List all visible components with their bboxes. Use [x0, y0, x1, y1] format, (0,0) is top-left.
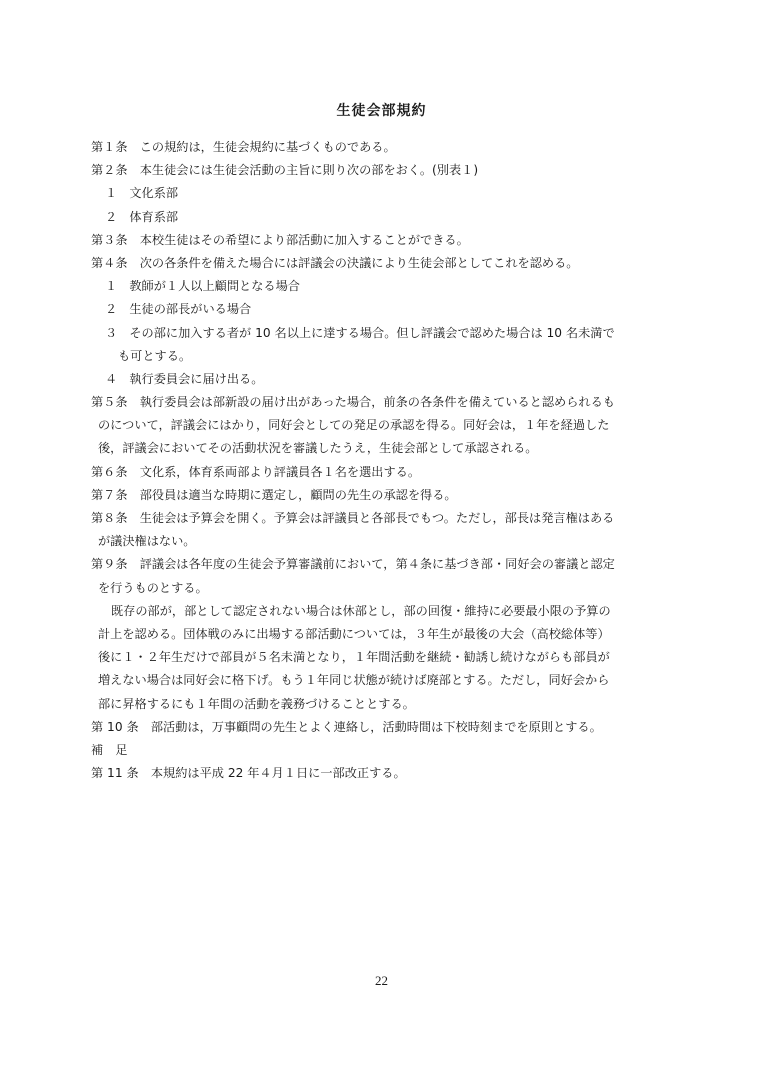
paragraph-line: 後に１・２年生だけで部員が５名未満となり，１年間活動を継続・勧誘し続けながらも部員が	[98, 650, 610, 665]
article-continuation: のについて，評議会にはかり，同好会としての発足の承認を得る。同好会は，１年を経過した	[98, 418, 610, 433]
paragraph-line: 計上を認める。団体戦のみに出場する部活動については，３年生が最後の大会（高校総体等）	[98, 626, 610, 641]
article-9: 第９条 評議会は各年度の生徒会予算審議前において，第４条に基づき部・同好会の審議と認定	[91, 557, 615, 572]
list-item: ４ 執行委員会に届け出る。	[105, 371, 264, 386]
document-title: 生徒会部規約	[336, 103, 427, 119]
article-4: 第４条 次の各条件を備えた場合には評議会の決議により生徒会部としてこれを認める。	[91, 255, 579, 270]
article-6: 第６条 文化系，体育系両部より評議員各１名を選出する。	[91, 464, 421, 479]
paragraph-line: 部に昇格するにも１年間の活動を義務づけることとする。	[98, 696, 415, 711]
article-11: 第 11 条 本規約は平成 22 年４月１日に一部改正する。	[91, 766, 406, 781]
list-item-continuation: も可とする。	[118, 348, 192, 363]
supplementary-heading: 補 足	[91, 742, 128, 757]
article-2: 第２条 本生徒会には生徒会活動の主旨に則り次の部をおく。(別表１)	[91, 163, 479, 178]
list-item: ２ 生徒の部長がいる場合	[105, 302, 252, 317]
paragraph-line: 増えない場合は同好会に格下げ。もう１年同じ状態が続けば廃部とする。ただし，同好会から	[98, 673, 610, 688]
article-10: 第 10 条 部活動は，万事顧問の先生とよく連絡し，活動時間は下校時刻までを原則とする。	[91, 719, 602, 734]
article-continuation: が議決権はない。	[98, 534, 196, 549]
article-8: 第８条 生徒会は予算会を開く。予算会は評議員と各部長でもつ。ただし，部長は発言権はある	[91, 511, 615, 525]
list-item: １ 文化系部	[105, 186, 179, 201]
article-3: 第３条 本校生徒はその希望により部活動に加入することができる。	[91, 232, 469, 247]
article-5: 第５条 執行委員会は部新設の届け出があった場合，前条の各条件を備えていると認められるも	[91, 395, 615, 410]
article-continuation: を行うものとする。	[98, 580, 208, 595]
paragraph-line: 既存の部が，部として認定されない場合は休部とし，部の回復・維持に必要最小限の予算の	[111, 603, 611, 618]
document-body	[91, 136, 676, 785]
page-number: 22	[375, 973, 388, 988]
article-continuation: 後，評議会においてその活動状況を審議したうえ，生徒会部として承認される。	[98, 441, 538, 456]
list-item: ２ 体育系部	[105, 209, 179, 224]
article-1: 第１条 この規約は，生徒会規約に基づくものである。	[91, 140, 396, 154]
list-item: １ 教師が１人以上顧問となる場合	[105, 279, 300, 294]
article-7: 第７条 部役員は適当な時期に選定し，顧問の先生の承認を得る。	[91, 487, 457, 502]
list-item: ３ その部に加入する者が 10 名以上に達する場合。但し評議会で認めた場合は 10 名未満で	[105, 325, 615, 340]
